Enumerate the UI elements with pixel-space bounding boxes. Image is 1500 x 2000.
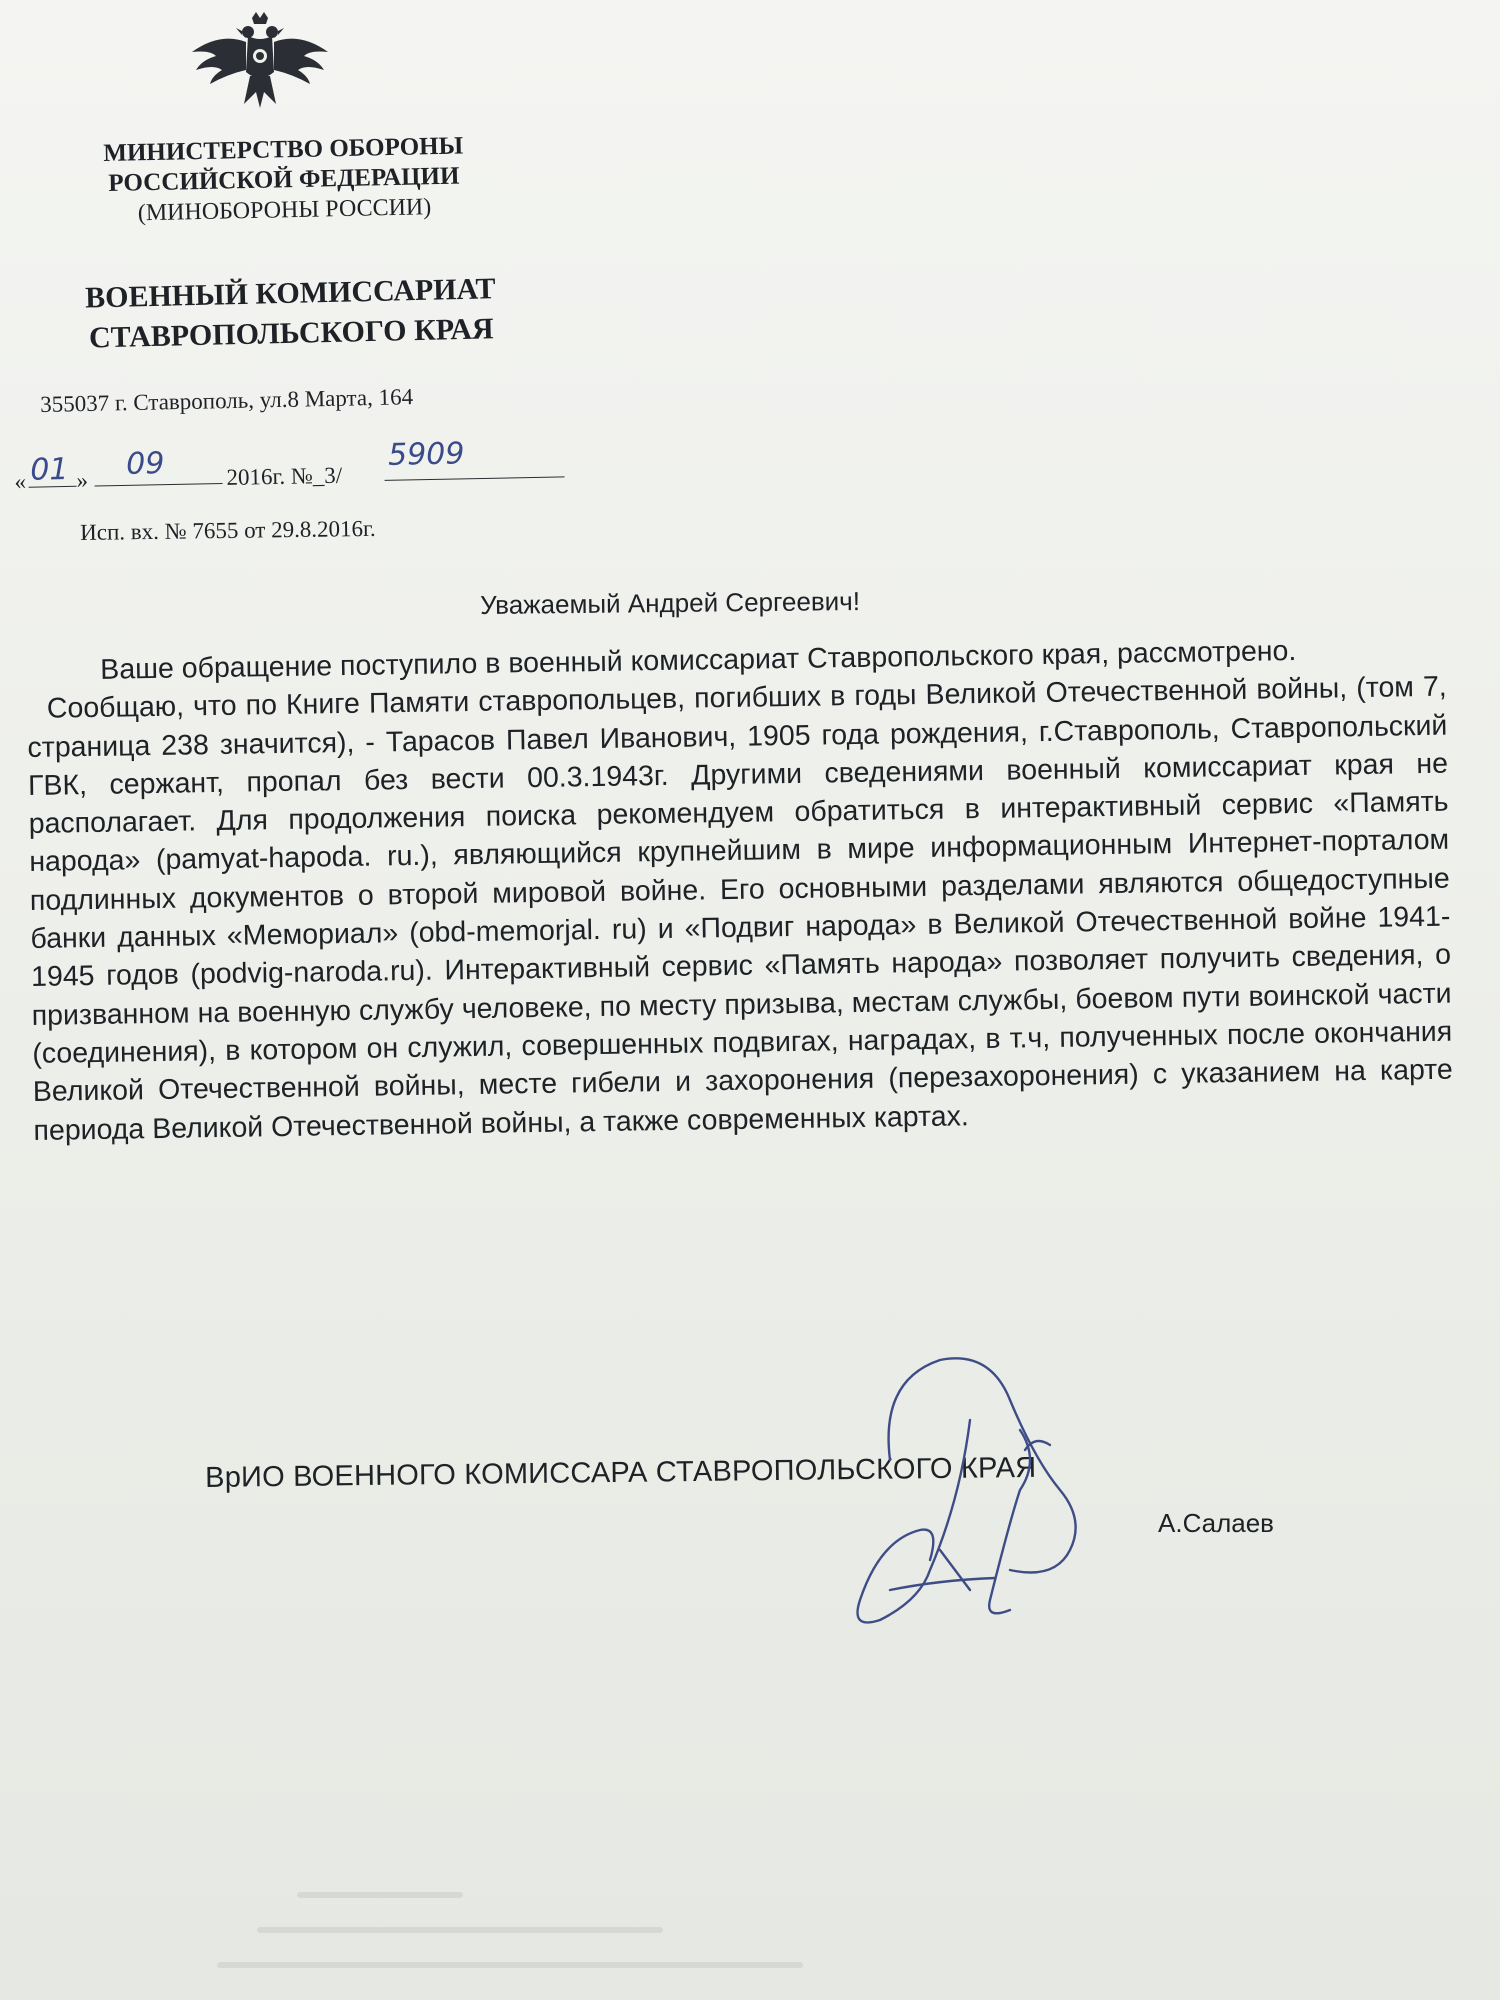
double-headed-eagle-icon [190,12,330,112]
year-number-label: 2016г. №_3/ [226,462,343,490]
ministry-header [58,131,510,230]
body-paragraph-1: Ваше обращение поступило в военный комиссариат Ставропольского края, рассмотрено. [100,635,1297,686]
letter-body [26,630,1454,1150]
reverse-side-bleed-through [200,1880,900,1990]
commissariat-header [20,268,562,360]
incoming-reference: Исп. вх. № 7655 от 29.8.2016г. [80,515,376,545]
ministry-short-name: (МИНОБОРОНЫ РОССИИ) [137,194,432,227]
handwritten-number: 5909 [387,436,465,473]
body-paragraph-2: Сообщаю, что по Книге Памяти ставропольцев, погибших в годы Великой Отечественной войны, (том 7, страница 238 значится), - Тарасов Павел Иванович, 1905 года рождения, г.Ставрополь, Ставропольский ГВК, сержант, пропал без вести 00.3.1943г. Другими сведениями военный комиссариат края не располагает. Для продолжения поиска рекомендуем обратиться в интерактивный сервис «Память народа» (pamyat-hapoda. ru.), являющийся крупнейшим в мире информационным Интернет-порталом подлинных документов о второй мировой войне. Его основными разделами являются общедоступные банки данных «Мемориал» (obd-memorjal. ru) и «Подвиг народа» в Великой Отечественной войне 1941-1945 годов (podvig-naroda.ru). Интерактивный сервис «Память народа» позволяет получить сведения, о призванном на военную службу человеке, по месту призыва, местам службы, боевом пути воинской части (соединения), в котором он служил, совершенных подвигах, наградах, в т.ч, полученных после окончания Великой Отечественной войны, месте гибели и захоронения (перезахоронения) с указанием на карте периода Великой Отечественной войны, а также современных картах. [27,670,1453,1147]
signatory-title: ВрИО ВОЕННОГО КОМИССАРА СТАВРОПОЛЬСКОГО КРАЯ [205,1451,1037,1494]
date-open-quote: « [14,468,27,494]
commissariat-line1: ВОЕННЫЙ КОМИССАРИАТ [84,272,496,315]
date-close-quote: » [76,467,89,493]
registration-line [14,436,575,505]
handwritten-signature [820,1340,1160,1640]
postal-address: 355037 г. Ставрополь, ул.8 Марта, 164 [40,384,414,417]
ministry-line1: МИНИСТЕРСТВО ОБОРОНЫ [103,132,464,168]
handwritten-day: 01 [29,451,69,488]
salutation: Уважаемый Андрей Сергеевич! [480,586,861,620]
handwritten-month: 09 [125,446,165,482]
commissariat-line2: СТАВРОПОЛЬСКОГО КРАЯ [88,312,494,355]
ministry-line2: РОССИЙСКОЙ ФЕДЕРАЦИИ [108,162,460,197]
signatory-name: А.Салаев [1158,1508,1274,1538]
